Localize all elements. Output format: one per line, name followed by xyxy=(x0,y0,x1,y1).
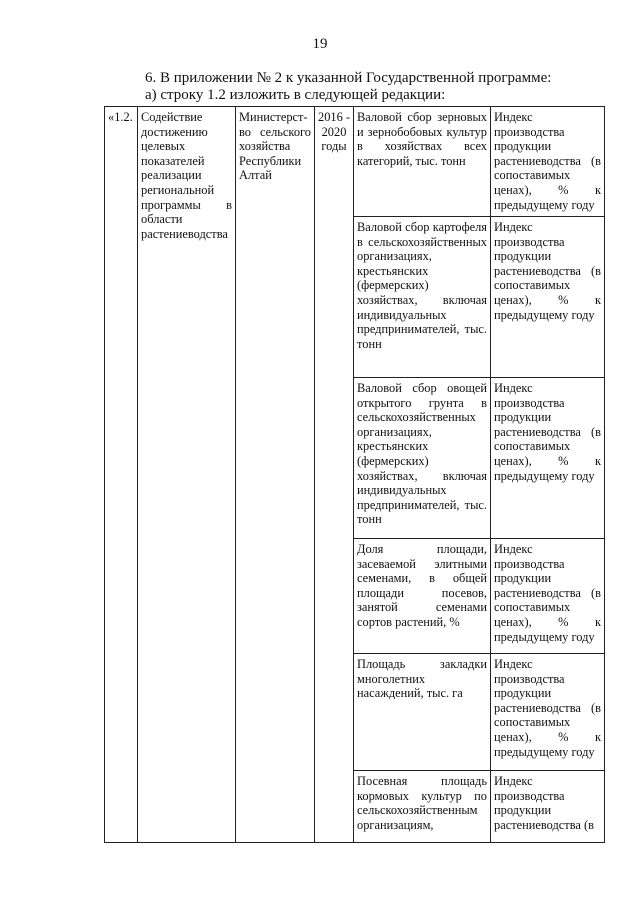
row-name: Содействие достижению целевых показателей реализации региональной программы в области растениеводства xyxy=(141,110,232,241)
row-executor: Министерст-во сельского хозяйства Республики Алтай xyxy=(239,110,311,183)
row-name-cell xyxy=(138,107,236,843)
table-row xyxy=(105,107,605,217)
indicator-linked: Индекс производства продукции растениеводства (в сопоставимых ценах), % к предыдущему году xyxy=(494,542,601,644)
indicator-target-cell xyxy=(354,107,491,217)
indicator-target: Валовой сбор зерновых и зернобобовых культур в хозяйствах всех категорий, тыс. тонн xyxy=(357,110,487,168)
indicator-linked: Индекс производства продукции растениеводства (в сопоставимых ценах), % к предыдущему году xyxy=(494,381,601,483)
indicator-linked-cell xyxy=(491,107,605,217)
row-number: «1.2. xyxy=(108,110,133,124)
indicator-target-cell xyxy=(354,771,491,843)
page-number: 19 xyxy=(312,36,328,52)
intro-line-2: а) строку 1.2 изложить в следующей редакции: xyxy=(145,87,446,103)
indicator-target-cell xyxy=(354,217,491,378)
indicator-linked: Индекс производства продукции растениеводства (в сопоставимых ценах), % к предыдущему году xyxy=(494,220,601,322)
indicator-target-cell xyxy=(354,539,491,654)
indicator-linked-cell xyxy=(491,771,605,843)
row-number-cell xyxy=(105,107,138,843)
indicator-linked: Индекс производства продукции растениеводства (в сопоставимых ценах), % к предыдущему году xyxy=(494,657,601,759)
indicator-linked-cell xyxy=(491,378,605,539)
indicator-target: Посевная площадь кормовых культур по сельскохозяйственным организациям, xyxy=(357,774,487,832)
indicator-linked-cell xyxy=(491,539,605,654)
indicator-target: Площадь закладки многолетних насаждений, тыс. га xyxy=(357,657,487,701)
row-period: 2016 - 2020 годы xyxy=(318,110,351,154)
indicator-linked: Индекс производства продукции растениеводства (в сопоставимых ценах), % к предыдущему году xyxy=(494,110,601,212)
indicator-linked: Индекс производства продукции растениеводства (в xyxy=(494,774,594,832)
indicator-target-cell xyxy=(354,654,491,771)
row-executor-cell xyxy=(236,107,315,843)
indicator-target: Доля площади, засеваемой элитными семенами, в общей площади посевов, занятой семенами сортов растений, % xyxy=(357,542,487,629)
indicator-linked-cell xyxy=(491,217,605,378)
intro-line-1: 6. В приложении № 2 к указанной Государственной программе: xyxy=(145,70,552,86)
indicator-target-cell xyxy=(354,378,491,539)
row-period-cell xyxy=(315,107,354,843)
program-table xyxy=(104,106,605,843)
indicator-target: Валовой сбор картофеля в сельскохозяйственных организациях, крестьянских (фермерских) хозяйствах, включая индивидуальных предпринимателей, тыс. тонн xyxy=(357,220,487,351)
indicator-target: Валовой сбор овощей открытого грунта в сельскохозяйственных организациях, крестьянских (фермерских) хозяйствах, включая индивидуальных предпринимателей, тыс. тонн xyxy=(357,381,487,527)
indicator-linked-cell xyxy=(491,654,605,771)
